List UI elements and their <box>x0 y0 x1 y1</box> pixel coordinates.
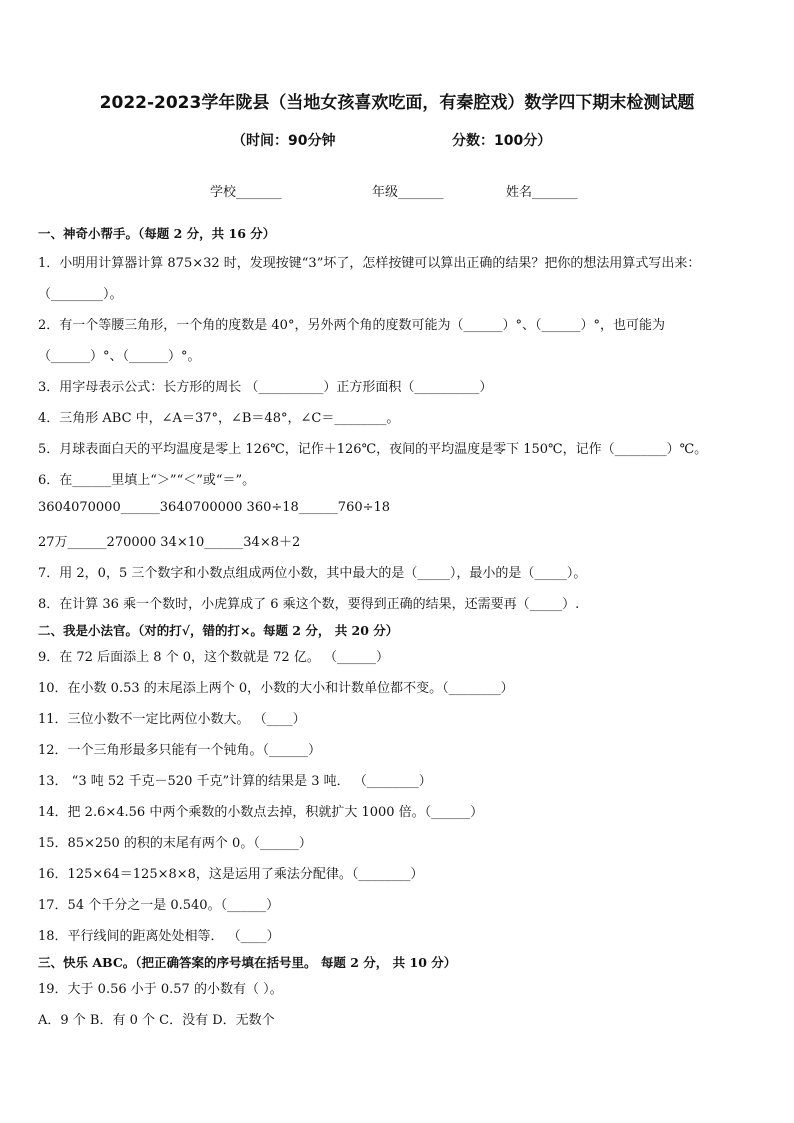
question-line: 10．在小数 0.53 的末尾添上两个 0，小数的大小和计数单位都不变。（________） <box>38 681 514 696</box>
section-heading: 三、快乐 ABC。（把正确答案的序号填在括号里。 每题 2 分， 共 10 分） <box>38 955 457 970</box>
question-line: 19．大于 0.56 小于 0.57 的小数有（ ）。 <box>38 982 283 997</box>
grade-field: 年级_______ <box>372 185 444 200</box>
question-line: 14．把 2.6×4.56 中两个乘数的小数点去掉，积就扩大 1000 倍。（______） <box>38 805 484 820</box>
question-line: 3604070000______3640700000 360÷18______760÷18 <box>38 500 391 515</box>
section-heading: 二、我是小法官。（对的打√，错的打×。每题 2 分， 共 20 分） <box>38 623 399 638</box>
page-title: 2022-2023学年陇县（当地女孩喜欢吃面，有秦腔戏）数学四下期末检测试题 <box>99 93 695 113</box>
question-line: 12．一个三角形最多只能有一个钝角。（______） <box>38 743 322 758</box>
exam-time: （时间：90分钟 <box>232 133 336 149</box>
question-line: 1．小明用计算器计算 875×32 时，发现按键“3”坏了，怎样按键可以算出正确的结果？把你的想法用算式写出来： <box>38 256 701 271</box>
question-line: 17．54 个千分之一是 0.540。（______） <box>38 898 280 913</box>
question-line: 7．用 2，0，5 三个数字和小数点组成两位小数，其中最大的是（_____），最小的是（_____）。 <box>38 566 587 581</box>
exam-score: 分数：100分） <box>452 133 552 149</box>
question-line: （______）°、（______）°。 <box>38 349 201 364</box>
question-line: 11．三位小数不一定比两位小数大。 （____） <box>38 712 306 727</box>
question-line: 8．在计算 36 乘一个数时，小虎算成了 6 乘这个数，要得到正确的结果，还需要再（_____）. <box>38 597 580 612</box>
name-field: 姓名_______ <box>506 185 578 200</box>
question-line: 6．在______里填上“＞”“＜”或“＝”。 <box>38 473 256 488</box>
question-line: 9．在 72 后面添上 8 个 0，这个数就是 72 亿。 （______） <box>38 650 389 665</box>
question-line: 13． “3 吨 52 千克－520 千克”计算的结果是 3 吨． （________） <box>38 774 432 789</box>
question-line: 5．月球表面白天的平均温度是零上 126℃，记作＋126℃，夜间的平均温度是零下 150℃，记作（________）℃。 <box>38 442 708 457</box>
question-line: （________）。 <box>38 287 123 302</box>
question-line: 27万______270000 34×10______34×8＋2 <box>38 535 301 550</box>
question-line: 15．85×250 的积的末尾有两个 0。（______） <box>38 836 312 851</box>
question-line: 4．三角形 ABC 中，∠A＝37°，∠B＝48°，∠C＝________。 <box>38 411 400 426</box>
school-field: 学校_______ <box>210 185 282 200</box>
question-line: 3．用字母表示公式：长方形的周长 （__________）正方形面积（__________） <box>38 380 493 395</box>
question-line: 2．有一个等腰三角形，一个角的度数是 40°，另外两个角的度数可能为（______）°、（______）°，也可能为 <box>38 318 665 333</box>
question-line: 18．平行线间的距离处处相等． （____） <box>38 929 280 944</box>
question-line: 16．125×64＝125×8×8，这是运用了乘法分配律。（________） <box>38 867 424 882</box>
question-line: A．9 个 B．有 0 个 C．没有 D．无数个 <box>38 1013 275 1028</box>
section-heading: 一、神奇小帮手。（每题 2 分，共 16 分） <box>38 226 276 241</box>
